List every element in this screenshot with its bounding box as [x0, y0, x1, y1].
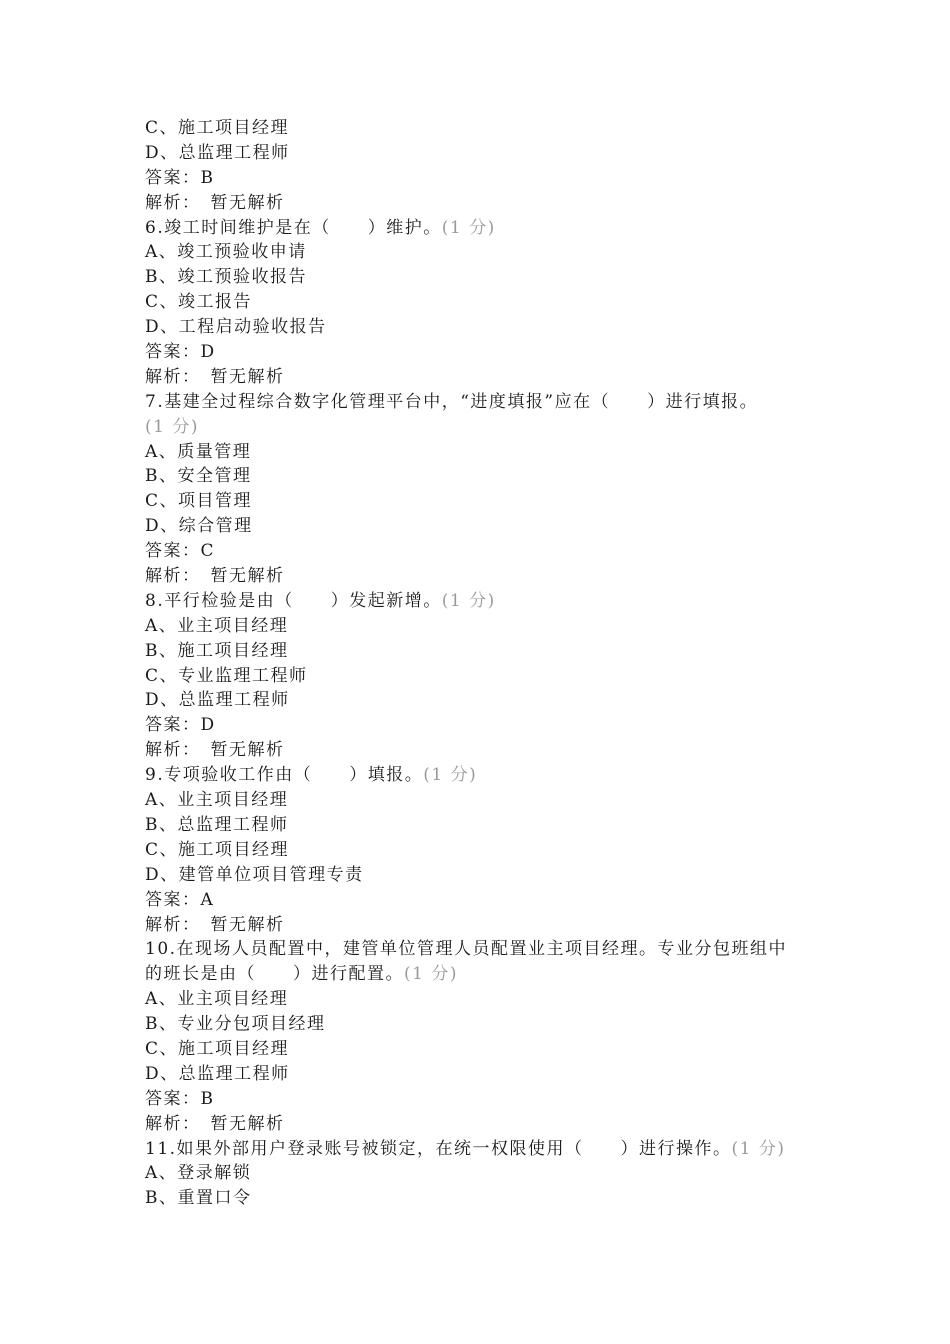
- option-text: B、安全管理: [145, 466, 252, 487]
- analysis-label: 解析：: [145, 566, 201, 587]
- option-text: D、工程启动验收报告: [145, 317, 327, 338]
- score-label: (1 分): [404, 964, 458, 985]
- option-text: A、竣工预验收申请: [145, 242, 307, 263]
- analysis-value: 暂无解析: [210, 566, 285, 587]
- option-line: [145, 863, 815, 888]
- analysis-value: 暂无解析: [210, 366, 285, 387]
- option-text: B、施工项目经理: [145, 640, 289, 661]
- option-line: [145, 440, 815, 465]
- option-text: C、竣工报告: [145, 292, 253, 313]
- answer-line: [145, 166, 815, 191]
- analysis-value: 暂无解析: [210, 740, 285, 761]
- score-label: (1 分): [441, 590, 496, 611]
- analysis-label: 解析：: [145, 740, 201, 761]
- option-line: [145, 116, 815, 141]
- analysis-line: [145, 738, 815, 763]
- answer-line: [145, 713, 815, 738]
- analysis-line: [145, 365, 815, 390]
- option-text: C、项目管理: [145, 491, 253, 512]
- option-text: D、总监理工程师: [145, 690, 290, 711]
- option-text: C、施工项目经理: [145, 1038, 290, 1059]
- question-text: 8.平行检验是由（ ）发起新增。: [145, 590, 442, 611]
- answer-value: B: [200, 1088, 215, 1109]
- option-text: A、质量管理: [145, 441, 252, 462]
- document-body: [145, 116, 815, 1211]
- option-text: C、施工项目经理: [145, 118, 290, 138]
- answer-line: [145, 888, 815, 913]
- option-line: [145, 290, 815, 315]
- answer-label: 答案：: [145, 167, 201, 188]
- option-line: [145, 788, 815, 813]
- option-line: [145, 1062, 815, 1087]
- question-text: 9.专项验收工作由（ ）填报。: [145, 765, 424, 786]
- analysis-line: [145, 564, 815, 589]
- option-line: [145, 688, 815, 713]
- option-text: B、专业分包项目经理: [145, 1014, 326, 1035]
- answer-value: B: [200, 167, 215, 188]
- question-text: 7.基建全过程综合数字化管理平台中，“进度填报”应在（ ）进行填报。: [145, 391, 759, 412]
- option-text: D、总监理工程师: [145, 142, 290, 163]
- question-line: [145, 1137, 815, 1162]
- option-line: [145, 1161, 815, 1186]
- question-text: 11.如果外部用户登录账号被锁定，在统一权限使用（ ）进行操作。: [145, 1138, 732, 1159]
- option-line: [145, 464, 815, 489]
- option-text: B、重置口令: [145, 1188, 252, 1209]
- analysis-value: 暂无解析: [210, 1113, 285, 1134]
- option-line: [145, 614, 815, 639]
- option-text: D、建管单位项目管理专责: [145, 864, 364, 885]
- option-text: C、施工项目经理: [145, 839, 290, 860]
- answer-line: [145, 340, 815, 365]
- analysis-label: 解析：: [145, 366, 201, 387]
- option-text: A、业主项目经理: [145, 989, 289, 1010]
- analysis-line: [145, 1112, 815, 1137]
- answer-label: 答案：: [145, 715, 201, 736]
- question-line: [145, 937, 815, 962]
- option-line: [145, 240, 815, 265]
- question-line: [145, 763, 815, 788]
- option-text: B、竣工预验收报告: [145, 267, 307, 288]
- analysis-value: 暂无解析: [210, 192, 285, 213]
- question-text: 的班长是由（ ）进行配置。: [145, 964, 404, 985]
- answer-label: 答案：: [145, 342, 201, 363]
- option-text: A、登录解锁: [145, 1163, 252, 1184]
- option-text: C、专业监理工程师: [145, 665, 308, 686]
- answer-label: 答案：: [145, 1088, 201, 1109]
- answer-value: A: [200, 889, 215, 910]
- option-line: [145, 639, 815, 664]
- score-label: (1 分): [731, 1138, 786, 1159]
- option-line: [145, 141, 815, 166]
- answer-value: C: [200, 541, 216, 562]
- answer-label: 答案：: [145, 541, 201, 562]
- question-text: 10.在现场人员配置中，建管单位管理人员配置业主项目经理。专业分包班组中: [145, 939, 788, 960]
- answer-line: [145, 1087, 815, 1112]
- option-line: [145, 664, 815, 689]
- option-text: D、综合管理: [145, 516, 253, 537]
- analysis-label: 解析：: [145, 914, 201, 935]
- score-label: (1 分): [423, 765, 478, 786]
- analysis-value: 暂无解析: [210, 914, 285, 935]
- question-line: [145, 589, 815, 614]
- option-line: [145, 1037, 815, 1062]
- analysis-label: 解析：: [145, 1113, 201, 1134]
- score-label: (1 分): [441, 217, 496, 238]
- analysis-label: 解析：: [145, 192, 201, 213]
- option-line: [145, 489, 815, 514]
- question-line: [145, 962, 815, 987]
- analysis-line: [145, 913, 815, 938]
- answer-label: 答案：: [145, 889, 201, 910]
- question-line: [145, 216, 815, 241]
- option-line: [145, 514, 815, 539]
- answer-value: D: [200, 715, 216, 736]
- option-line: [145, 1012, 815, 1037]
- answer-line: [145, 539, 815, 564]
- option-text: A、业主项目经理: [145, 615, 289, 636]
- score-label: (1 分): [145, 416, 199, 437]
- option-line: [145, 987, 815, 1012]
- option-text: D、总监理工程师: [145, 1063, 290, 1084]
- question-text: 6.竣工时间维护是在（ ）维护。: [145, 217, 442, 238]
- option-line: [145, 265, 815, 290]
- option-line: [145, 315, 815, 340]
- question-line: [145, 390, 815, 415]
- option-text: A、业主项目经理: [145, 790, 289, 811]
- question-line: [145, 415, 815, 440]
- option-line: [145, 838, 815, 863]
- analysis-line: [145, 191, 815, 216]
- option-line: [145, 813, 815, 838]
- option-text: B、总监理工程师: [145, 814, 289, 835]
- option-line: [145, 1186, 815, 1211]
- answer-value: D: [200, 342, 216, 363]
